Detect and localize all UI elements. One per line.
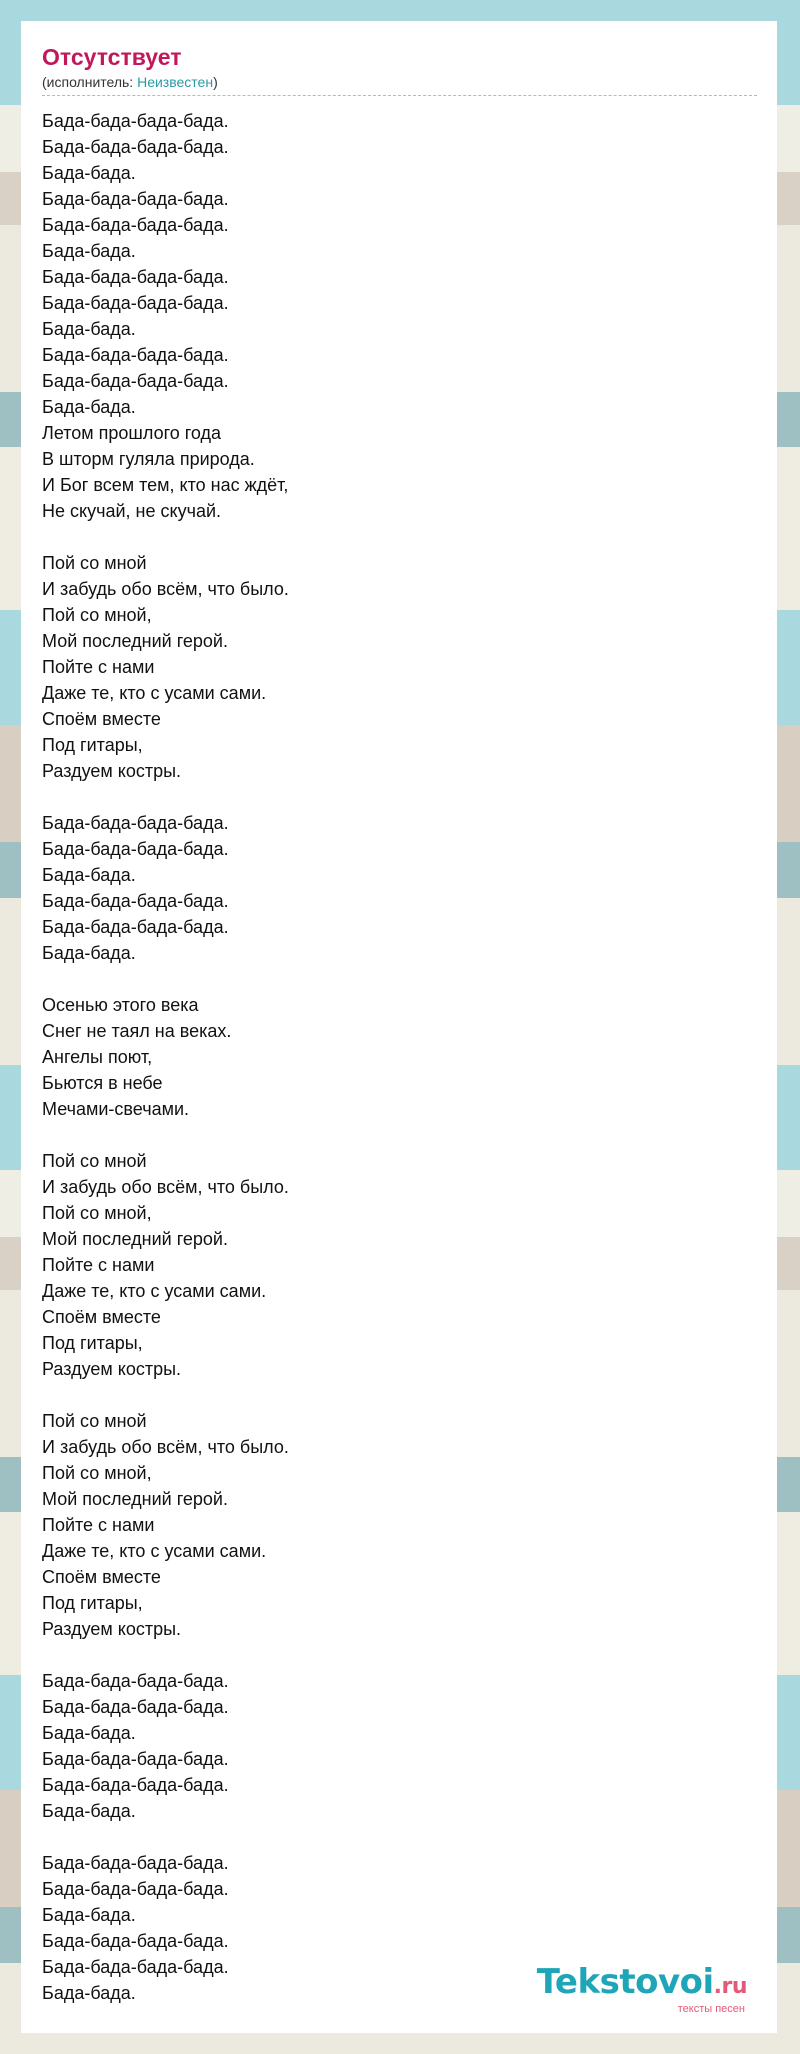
lyric-line: Пойте с нами <box>42 657 155 677</box>
lyric-line: Под гитары, <box>42 735 143 755</box>
lyric-line: Раздуем костры. <box>42 1359 182 1379</box>
lyric-line: Пой со мной, <box>42 1463 152 1483</box>
lyric-line: Бада-бада-бада-бада. <box>42 137 229 157</box>
artist-link[interactable]: Неизвестен <box>137 74 214 90</box>
lyric-line: Бада-бада-бада-бада. <box>42 917 229 937</box>
lyric-line: Раздуем костры. <box>42 761 182 781</box>
lyric-line: Бада-бада-бада-бада. <box>42 345 229 365</box>
lyric-line: Бада-бада-бада-бада. <box>42 891 229 911</box>
lyric-line <box>42 1382 757 1408</box>
lyric-line: Пой со мной, <box>42 1203 152 1223</box>
lyric-line: Даже те, кто с усами сами. <box>42 1541 267 1561</box>
lyric-line: Бада-бада. <box>42 1723 136 1743</box>
lyric-line: В шторм гуляла природа. <box>42 449 255 469</box>
lyric-line: Бьются в небе <box>42 1073 163 1093</box>
lyric-line: Осенью этого века <box>42 995 199 1015</box>
lyric-line: Бада-бада-бада-бада. <box>42 1931 229 1951</box>
lyric-line: Мечами-свечами. <box>42 1099 190 1119</box>
lyric-line: Под гитары, <box>42 1333 143 1353</box>
lyric-line: Пойте с нами <box>42 1515 155 1535</box>
lyric-line: Бада-бада-бада-бада. <box>42 293 229 313</box>
lyric-line: Споём вместе <box>42 1567 161 1587</box>
artist-prefix: (исполнитель: <box>42 74 138 90</box>
lyric-line: И забудь обо всём, что было. <box>42 1437 289 1457</box>
logo-name: Tekstovoi <box>536 1962 714 2002</box>
lyrics-page <box>21 21 777 2033</box>
lyric-line: Бада-бада-бада-бада. <box>42 1697 229 1717</box>
lyric-line: Бада-бада-бада-бада. <box>42 1879 229 1899</box>
artist-suffix: ) <box>213 74 218 90</box>
lyric-line: Бада-бада-бада-бада. <box>42 111 229 131</box>
lyric-line: Пой со мной <box>42 1151 147 1171</box>
lyric-line: И забудь обо всём, что было. <box>42 1177 289 1197</box>
lyric-line <box>42 1642 757 1668</box>
lyric-line: И Бог всем тем, кто нас ждёт, <box>42 475 289 495</box>
lyric-line: Под гитары, <box>42 1593 143 1613</box>
lyric-line: Бада-бада-бада-бада. <box>42 371 229 391</box>
lyric-line: Пойте с нами <box>42 1255 155 1275</box>
lyric-line: Бада-бада. <box>42 397 136 417</box>
lyric-line: Бада-бада-бада-бада. <box>42 189 229 209</box>
lyric-line: Бада-бада-бада-бада. <box>42 1853 229 1873</box>
lyric-line: Споём вместе <box>42 709 161 729</box>
lyric-line: Бада-бада. <box>42 163 136 183</box>
lyric-line: И забудь обо всём, что было. <box>42 579 289 599</box>
lyric-line: Бада-бада-бада-бада. <box>42 1775 229 1795</box>
lyric-line: Даже те, кто с усами сами. <box>42 1281 267 1301</box>
lyric-line: Пой со мной <box>42 1411 147 1431</box>
logo-wordmark <box>537 1964 747 2005</box>
artist-line <box>42 73 757 96</box>
lyric-line: Мой последний герой. <box>42 1489 228 1509</box>
lyric-line: Летом прошлого года <box>42 423 222 443</box>
lyric-line: Раздуем костры. <box>42 1619 182 1639</box>
lyric-line: Ангелы поют, <box>42 1047 153 1067</box>
lyric-line: Бада-бада-бада-бада. <box>42 267 229 287</box>
lyric-line: Пой со мной <box>42 553 147 573</box>
lyric-line <box>42 966 757 992</box>
lyric-line: Пой со мной, <box>42 605 152 625</box>
lyric-line: Не скучай, не скучай. <box>42 501 222 521</box>
logo-tld: .ru <box>713 1974 747 1999</box>
lyric-line <box>42 1824 757 1850</box>
lyric-line: Бада-бада. <box>42 319 136 339</box>
lyric-line: Споём вместе <box>42 1307 161 1327</box>
lyric-line: Бада-бада-бада-бада. <box>42 1749 229 1769</box>
lyric-line: Мой последний герой. <box>42 1229 228 1249</box>
lyric-line: Бада-бада-бада-бада. <box>42 215 229 235</box>
lyric-line: Бада-бада-бада-бада. <box>42 1957 229 1977</box>
lyric-line <box>42 784 757 810</box>
logo-tagline: тексты песен <box>677 2003 745 2015</box>
lyric-line <box>42 524 757 550</box>
lyric-line: Бада-бада. <box>42 241 136 261</box>
lyric-line: Бада-бада. <box>42 1905 136 1925</box>
lyric-line: Бада-бада. <box>42 1801 136 1821</box>
lyric-line: Бада-бада-бада-бада. <box>42 1671 229 1691</box>
lyric-line: Бада-бада-бада-бада. <box>42 839 229 859</box>
lyric-line: Бада-бада. <box>42 1983 136 2003</box>
lyric-line: Даже те, кто с усами сами. <box>42 683 267 703</box>
site-logo[interactable] <box>537 1964 747 2015</box>
lyric-line: Бада-бада. <box>42 865 136 885</box>
lyric-line: Снег не таял на веках. <box>42 1021 232 1041</box>
lyric-line: Бада-бада. <box>42 943 136 963</box>
lyric-line: Бада-бада-бада-бада. <box>42 813 229 833</box>
lyrics-text <box>42 108 757 2006</box>
song-title: Отсутствует <box>42 44 182 70</box>
lyric-line: Мой последний герой. <box>42 631 228 651</box>
lyric-line <box>42 1122 757 1148</box>
